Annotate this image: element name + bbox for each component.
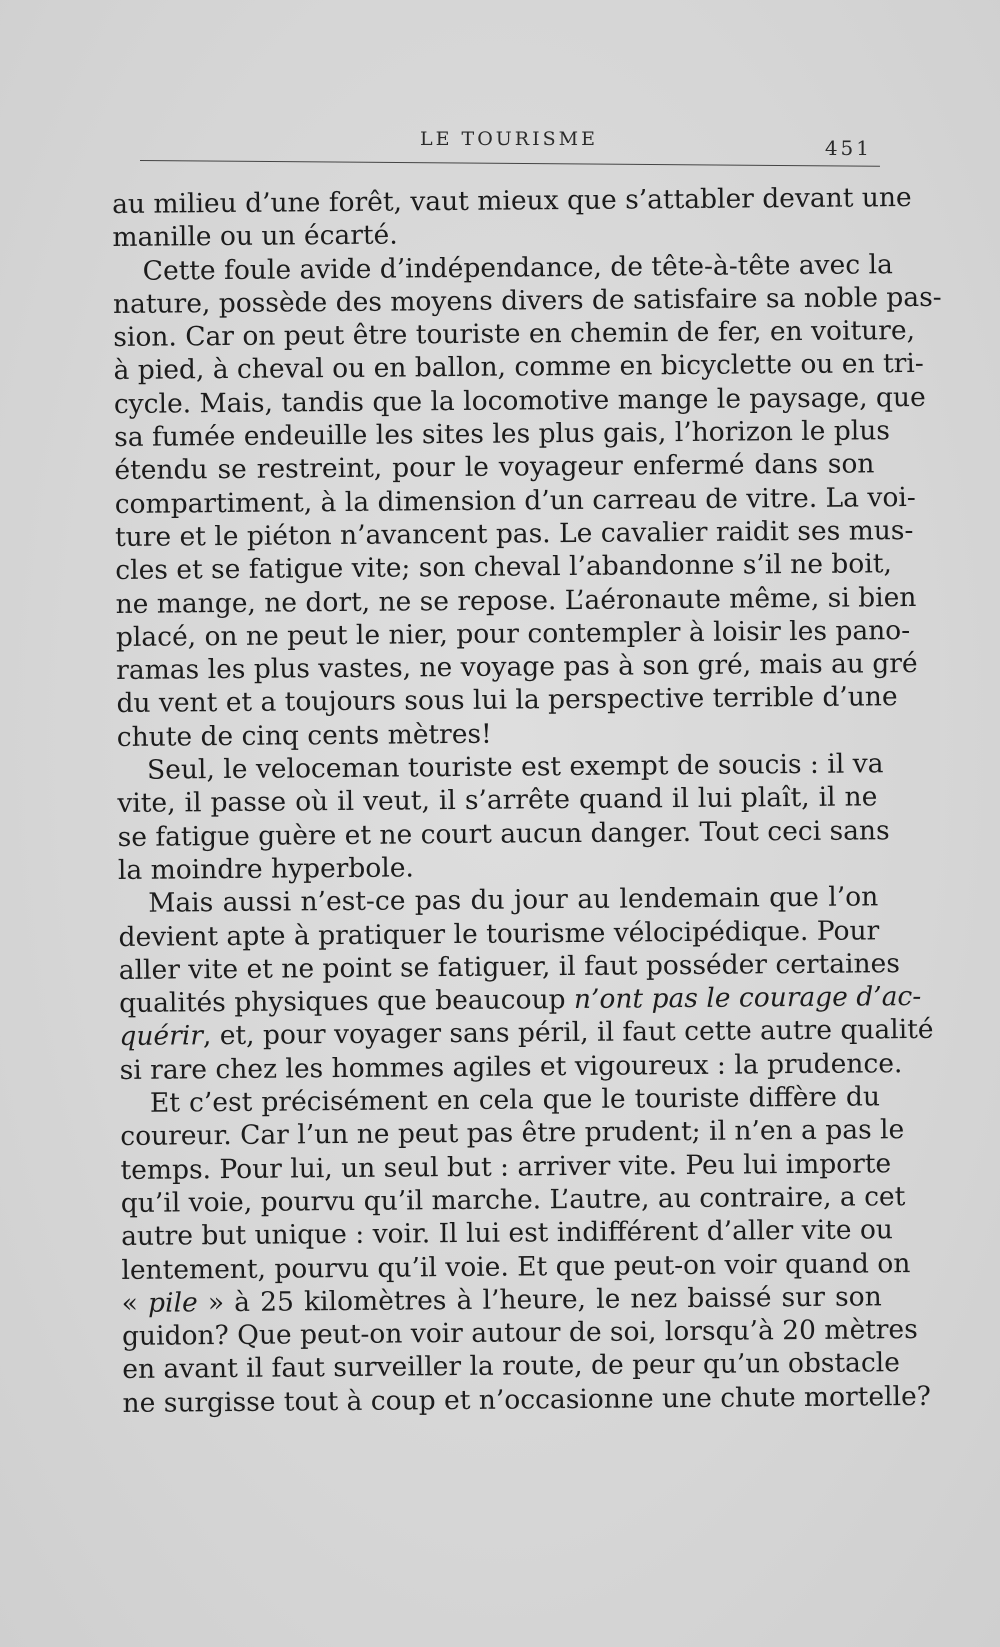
text-line: aller vite et ne point se fatiguer, il faut posséder certaines (118, 947, 901, 986)
text-line: nature, possède des moyens divers de satisfaire sa noble pas- (112, 281, 942, 320)
text-line: coureur. Car l’un ne peut pas être prudent; il n’en a pas le (120, 1114, 905, 1153)
text-line: ramas les plus vastes, ne voyage pas à son gré, mais au gré (116, 648, 918, 687)
text-line: la moindre hyperbole. (117, 852, 415, 886)
text-line: guidon? Que peut-on voir autour de soi, lorsqu’à 20 mètres (121, 1314, 918, 1353)
text-line: temps. Pour lui, un seul but : arriver vite. Peu lui importe (120, 1147, 892, 1186)
text-line: sion. Car on peut être touriste en chemin de fer, en voiture, (113, 315, 916, 354)
page-number: 451 (824, 136, 872, 160)
text-line: cycle. Mais, tandis que la locomotive mange le paysage, que (113, 381, 926, 420)
italic-text: pile (147, 1287, 198, 1319)
text-line: en avant il faut surveiller la route, de peur qu’un obstacle (122, 1347, 901, 1386)
italic-text: quérir (119, 1020, 204, 1053)
text-line: du vent et a toujours sous lui la perspective terrible d’une (116, 681, 898, 720)
italic-text: n’ont pas le courage d’ac- (573, 981, 922, 1016)
text-line: Mais aussi n’est-ce pas du jour au lendemain que l’on (148, 881, 879, 919)
running-title: LE TOURISME (420, 128, 598, 150)
text-line: compartiment, à la dimension d’un carreau de vitre. La voi- (114, 481, 916, 520)
text-line: autre but unique : voir. Il lui est indifférent d’aller vite ou (121, 1214, 894, 1253)
text-line: Cette foule avide d’indépendance, de tête-à-tête avec la (142, 248, 893, 287)
text-line: devient apte à pratiquer le tourisme vélocipédique. Pour (118, 914, 880, 953)
text-segment: « (121, 1287, 149, 1319)
text-line: si rare chez les hommes agiles et vigoureux : la prudence. (119, 1047, 903, 1086)
text-line: se fatigue guère et ne court aucun danger. Tout ceci sans (117, 814, 890, 853)
text-segment: qualités physiques que beaucoup (118, 984, 575, 1020)
body-text (112, 181, 942, 1420)
text-line: au milieu d’une forêt, vaut mieux que s’attabler devant une (112, 182, 912, 220)
text-line: qu’il voie, pourvu qu’il marche. L’autre, au contraire, a cet (120, 1181, 906, 1219)
text-line: Seul, le veloceman touriste est exempt de soucis : il va (146, 748, 884, 786)
text-line: ne surgisse tout à coup et n’occasionne une chute mortelle? (122, 1380, 932, 1419)
text-line: à pied, à cheval ou en ballon, comme en bicyclette ou en tri- (113, 348, 924, 387)
text-line: vite, il passe où il veut, il s’arrête quand il lui plaît, il ne (117, 781, 878, 820)
text-segment: , et, pour voyager sans péril, il faut cette autre qualité (202, 1014, 934, 1052)
text-line: cles et se fatigue vite; son cheval l’abandonne s’il ne boit, (115, 548, 892, 587)
text-line: manille ou un écarté. (112, 219, 398, 254)
text-line: placé, on ne peut le nier, pour contempler à loisir les pano- (115, 614, 911, 653)
text-segment: » à 25 kilomètres à l’heure, le nez baissé sur son (197, 1281, 882, 1319)
text-line: étendu se restreint, pour le voyageur enfermé dans son (114, 448, 875, 487)
text-line: sa fumée endeuille les sites les plus gais, l’horizon le plus (114, 415, 891, 454)
text-line: ture et le piéton n’avancent pas. Le cavalier raidit ses mus- (114, 514, 914, 553)
text-line: chute de cinq cents mètres! (116, 718, 492, 753)
text-line: lentement, pourvu qu’il voie. Et que peut-on voir quand on (121, 1247, 911, 1286)
text-line: ne mange, ne dort, ne se repose. L’aéronaute même, si bien (115, 581, 917, 620)
text-line: Et c’est précisément en cela que le touriste diffère du (149, 1081, 881, 1119)
